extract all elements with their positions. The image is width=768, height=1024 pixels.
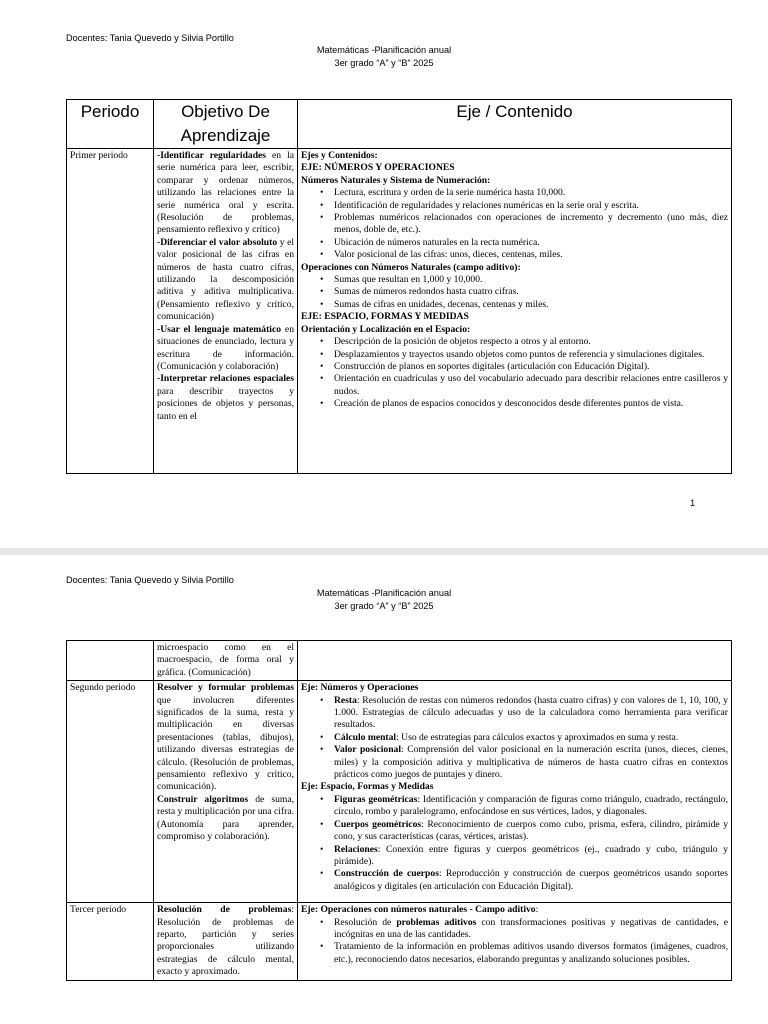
- list-item: • Valor posicional: Comprensión del valor posicional en la numeración escrita (unos, dieces, cienes, miles) y la composición aditiva y multiplicativa de números de hasta cuatro cifras en contextos prácticos como juegos de puntajes y dinero.: [334, 744, 728, 781]
- periodo-cell: Tercer periodo: [67, 903, 154, 980]
- objetivo-cell: [154, 149, 298, 474]
- table-header-row: [67, 100, 732, 149]
- subheading: Operaciones con Números Naturales (campo aditivo):: [301, 261, 521, 273]
- list-item: • Identificación de regularidades y relaciones numéricas en la serie oral y escrita.: [334, 200, 728, 212]
- document-page-2: [0, 555, 768, 1024]
- content-list: [301, 274, 728, 311]
- list-item: • Cálculo mental: Uso de estrategias para cálculos exactos y aproximados en suma y resta.: [334, 732, 728, 744]
- content-list: [301, 187, 728, 261]
- list-item: • Orientación en cuadrículas y uso del vocabulario adecuado para describir relaciones entre casilleros y nudos.: [334, 373, 728, 398]
- objetivo-item: Construir algoritmos de suma, resta y multiplicación por una cifra. (Autonomía para aprender, compromiso y colaboración).: [157, 793, 294, 843]
- contenido-cell: [298, 681, 732, 903]
- objetivo-cell: Resolución de problemas: Resolución de problemas de reparto, partición y series proporcionales utilizando estrategias de cálculo mental, exacto y aproximado.: [154, 903, 298, 980]
- table-row-continuation: [67, 641, 732, 681]
- objetivo-cell: [154, 681, 298, 903]
- eje-heading: Eje: Espacio, Formas y Medidas: [301, 781, 434, 793]
- subheading: Orientación y Localización en el Espacio:: [301, 323, 471, 335]
- content-list: [301, 917, 728, 967]
- objetivo-item: -Interpretar relaciones espaciales para describir trayectos y posiciones de objetos y personas, tanto en el: [157, 373, 294, 422]
- table-row-primer-periodo: [67, 149, 732, 474]
- list-item: • Construcción de cuerpos: Reproducción y construcción de cuerpos geométricos usando soportes analógicos y digitales (en articulación con Educación Digital).: [334, 868, 728, 893]
- list-item: • Sumas que resultan en 1,000 y 10,000.: [334, 274, 728, 286]
- list-item: • Problemas numéricos relacionados con operaciones de incremento y decremento (uno más, diez menos, doble de, etc.).: [334, 212, 728, 237]
- document-title: Matemáticas -Planificación anual: [316, 588, 452, 598]
- contenido-cell: [298, 903, 732, 980]
- periodo-cell: Segundo periodo: [67, 681, 154, 903]
- teachers-header: Docentes: Tania Quevedo y Silvia Portillo: [66, 33, 234, 43]
- contenido-cell: [298, 149, 732, 474]
- list-item: • Sumas de cifras en unidades, decenas, centenas y miles.: [334, 299, 728, 311]
- empty-cell: [298, 641, 732, 681]
- eje-heading: EJE: NÚMEROS Y OPERACIONES: [301, 162, 455, 174]
- content-list: [301, 336, 728, 410]
- planning-table: [66, 99, 732, 474]
- eje-heading: EJE: ESPACIO, FORMAS Y MEDIDAS: [301, 311, 469, 323]
- list-item: • Ubicación de números naturales en la recta numérica.: [334, 237, 728, 249]
- list-item: • Tratamiento de la información en problemas aditivos usando diversos formatos (imágenes, cuadros, etc.), reconociendo datos necesarios, elaborando preguntas y analizando soluciones posibles.: [334, 941, 728, 966]
- list-item: • Resolución de problemas aditivos con transformaciones positivas y negativas de cantidades, e incógnitas en una de las cantidades.: [334, 917, 728, 942]
- grade-subtitle: 3er grado “A” y “B” 2025: [334, 601, 434, 611]
- header-eje-contenido: Eje / Contenido: [298, 100, 732, 149]
- eje-heading: Eje: Números y Operaciones: [301, 682, 419, 694]
- list-item: • Descripción de la posición de objetos respecto a otros y al entorno.: [334, 336, 728, 348]
- periodo-cell: Primer periodo: [67, 149, 154, 474]
- contenido-intro: Ejes y Contenidos:: [301, 150, 378, 161]
- page-number: 1: [690, 498, 696, 508]
- list-item: • Sumas de números redondos hasta cuatro cifras.: [334, 286, 728, 298]
- header-periodo: Periodo: [67, 100, 154, 149]
- list-item: • Construcción de planos en soportes digitales (articulación con Educación Digital).: [334, 361, 728, 373]
- teachers-header: Docentes: Tania Quevedo y Silvia Portillo: [66, 575, 234, 585]
- grade-subtitle: 3er grado “A” y “B” 2025: [334, 58, 434, 68]
- list-item: • Relaciones: Conexión entre figuras y cuerpos geométricos (ej., cuadrado y cubo, triángulo y pirámide).: [334, 844, 728, 869]
- list-item: • Desplazamientos y trayectos usando objetos como puntos de referencia y simulaciones digitales.: [334, 349, 728, 361]
- list-item: • Creación de planos de espacios conocidos y desconocidos desde diferentes puntos de vista.: [334, 398, 728, 410]
- table-row-segundo-periodo: [67, 681, 732, 903]
- list-item: • Resta: Resolución de restas con números redondos (hasta cuatro cifras) y con valores de 1, 10, 100, y 1.000. Estrategias de cálculo adecuadas y uso de la calculadora como herramienta para verificar resultados.: [334, 695, 728, 732]
- objetivo-item: -Usar el lenguaje matemático en situaciones de enunciado, lectura y escritura de información. (Comunicación y colaboración): [157, 323, 294, 372]
- empty-cell: [67, 641, 154, 681]
- list-item: • Valor posicional de las cifras: unos, dieces, centenas, miles.: [334, 249, 728, 261]
- content-list: [301, 794, 728, 893]
- list-item: • Cuerpos geométricos: Reconocimiento de cuerpos como cubo, prisma, esfera, cilindro, pirámide y cono, y sus características (caras, vértices, aristas).: [334, 819, 728, 844]
- document-title: Matemáticas -Planificación anual: [316, 45, 452, 55]
- planning-table-continued: [66, 640, 732, 981]
- content-list: [301, 695, 728, 782]
- eje-heading: Eje: Operaciones con números naturales - Campo aditivo:: [301, 904, 539, 916]
- objetivo-item: Resolver y formular problemas que involucren diferentes significados de la suma, resta y multiplicación en diversas presentaciones (tablas, dibujos), utilizando diversas estrategias de cálculo. (Resolución de problemas, pensamiento reflexivo y crítico, comunicación).: [157, 682, 294, 793]
- table-row-tercer-periodo: [67, 903, 732, 980]
- objetivo-item: -Diferenciar el valor absoluto y el valor posicional de las cifras en números de hasta cuatro cifras, utilizando la descomposición aditiva y aditiva multiplicativa. (Pensamiento reflexivo y crítico, comunicación): [157, 236, 294, 323]
- list-item: • Lectura, escritura y orden de la serie numérica hasta 10,000.: [334, 187, 728, 199]
- header-objetivo: Objetivo De Aprendizaje: [154, 100, 298, 149]
- list-item: • Figuras geométricas: Identificación y comparación de figuras como triángulo, cuadrado, rectángulo, círculo, rombo y paralelogramo, enfocándose en sus vértices, lados, y diagonales.: [334, 794, 728, 819]
- objetivo-item: -Identificar regularidades en la serie numérica para leer, escribir, comparar y ordenar números, utilizando las relaciones entre la serie numérica oral y escrita. (Resolución de problemas, pensamiento reflexivo y crítico): [157, 150, 294, 236]
- subheading: Números Naturales y Sistema de Numeración:: [301, 174, 491, 186]
- objetivo-continuation-cell: microespacio como en el macroespacio, de forma oral y gráfica. (Comunicación): [154, 641, 298, 681]
